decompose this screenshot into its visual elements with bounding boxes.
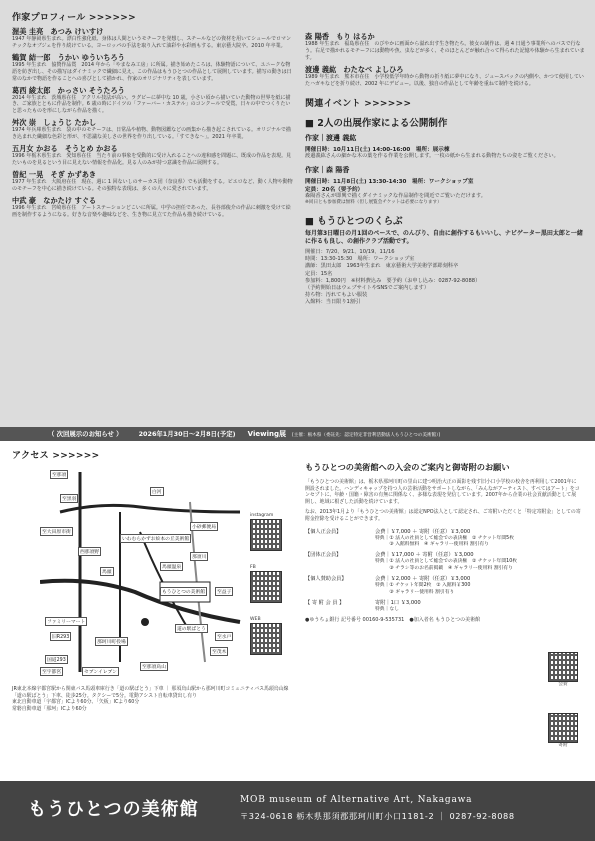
artist-name: 五月女 かおる そうとめ かおる: [12, 144, 118, 154]
access-section: [12, 448, 297, 461]
social-qr-item: [250, 513, 290, 551]
event1-artist2: [305, 165, 585, 206]
artist-name: 森 陽香 もり はるか: [305, 32, 375, 41]
profile-section: [12, 10, 295, 222]
profile-heading: 作家プロフィール >>>>>>: [12, 13, 136, 23]
artist-entry: [12, 170, 295, 193]
tier-name: 【 寄 附 会 員 】: [305, 600, 345, 606]
map-label: 那須川: [190, 552, 208, 561]
artist-entry: [12, 27, 295, 50]
membership-tiers: [305, 529, 535, 614]
qr-code-icon[interactable]: [250, 623, 282, 655]
tier-name: 【個人正会員】: [305, 528, 342, 535]
map-label: 国道293: [45, 655, 68, 664]
map-label: 至宇都宮: [40, 667, 63, 676]
artist-bio: 1996 年生まれ 宮崎県在住 アートステーションどこいに所属。中学の担任であった、長谷部俊介の作品に刺激を受けて絵画を制作するようになる。好きな音楽や趣味などを、生き物に見立てた作品も描き続けている。: [12, 204, 291, 218]
map-label: 至大田原市街: [40, 527, 73, 536]
qr-code-icon[interactable]: [250, 571, 282, 603]
access-heading: アクセス >>>>>>: [12, 451, 100, 461]
membership-intro: 「もうひとつの美術館」は、栃木県那珂川町の里山に建つ明治大正の面影を残す旧小口小学校の校舎を再利用して2001年に開設されました。ハンディキャップを持つ人の芸術活動をサポートしながら、「みんながアーティスト、すべてはアート」をコンセプトに、年齢・国籍・障害の有無に関係なく、多様な表現を発信しています。2007年から企業の社会貢献活動として展開し、地域に根ざした活動を続けています。: [305, 479, 580, 505]
artist-bio: 2014 年生まれ 茨城県在住 アクリル技法が高い。ラグビーに夢中な 10 歳。小さい頃から描いていた動物の世界を紙に描き、ご家族とともに作品を制作。6 歳の時にドイツの「ファーバー・カステル」のコンクールで受賞。日々の中でつくりたいと思ったものを形にしながら作品を描く。: [12, 94, 291, 115]
artist-name: 舛次 崇 しょうじ たかし: [12, 118, 97, 128]
membership-note: なお、2013年1月より「もうひとつの美術館」は認定NPO法人として認定され、ご寄附いただくと「特定寄附金」としての寄附金控除を受けることができます。: [305, 509, 581, 522]
membership-tier: [305, 529, 535, 549]
event1-artist2-quota: 定員：20名（要予約）: [305, 186, 364, 193]
tier-benefit: ③ 入館料無料 ④ ギャラリー使用料 割引有り: [375, 541, 489, 547]
artist-entry: [12, 118, 295, 141]
artist-name: 渡邊 義紘 わたなべ よしひろ: [305, 64, 404, 74]
footer-address: 〒324-0618 栃木県那須郡那珂川町小口1181-2 ｜ 0287-92-8088: [240, 811, 515, 821]
event1-note: ※同日とも参加費は無料（但し展覧会チケットは必要になります）: [305, 199, 442, 205]
artist-bio: 1996 年栃木県生まれ 愛知県在住 当たり前の事象を受動的に受け入れることへの違和感を問題に、既成の作品を表現。見たいものを見るという目に見えない情報を作品化。見る人のみが持つ意識を作品に展開する。: [12, 153, 292, 166]
artist-entry: [305, 65, 585, 88]
qr-code-icon[interactable]: [548, 652, 578, 682]
tier-fee: 会費｜￥17,000 ＋ 寄附（任意）￥3,000: [375, 552, 474, 559]
map-label: 白河: [150, 487, 164, 496]
event1-artist2-date: 開催日時：11月8日(土) 13:30-14:30 場所：ワークショップ室: [305, 178, 474, 185]
tier-name: 【団体正会員】: [305, 552, 342, 559]
artist-entry: [305, 32, 585, 62]
next-show-note: [主催：栃木県（委託先：認定特定非営利活動法人もうひとつの美術館）]: [292, 433, 441, 438]
map-label: 至水戸: [215, 632, 233, 641]
map-label: 旧R293: [50, 632, 71, 641]
artist-name: 曽紀 一晃 そぎ かずあき: [12, 169, 97, 179]
membership-section: [305, 462, 581, 625]
qr-code-icon[interactable]: [548, 713, 578, 743]
event1-artist2-desc: 森陽香さんが即興で描くダイナミックな作品制作を間近でご覧いただけます。: [305, 192, 486, 199]
map-label: セブンイレブン: [82, 667, 119, 676]
event2-title: ■ もうひとつのくらぶ: [305, 215, 403, 227]
event1-artist1-label: 作家｜渡邊 義紘: [305, 133, 357, 142]
artist-entry: [12, 196, 295, 219]
membership-tier: [305, 576, 535, 596]
map-label: もうひとつの美術館: [160, 587, 207, 596]
profile-right-column: [305, 32, 585, 307]
social-label: WEB: [250, 617, 261, 622]
artist-list-left: [12, 27, 295, 219]
artist-name: 葛西 綾太郎 かっさい そうたろう: [12, 85, 125, 95]
membership-tier: [305, 552, 535, 572]
social-qr-item: [250, 617, 290, 655]
map-label: ファミリーマート: [45, 617, 87, 626]
event1-title: ■ 2人の出展作家による公開制作: [305, 117, 448, 129]
tier-benefit: ③ ギャラリー使用料 割引有り: [375, 589, 455, 595]
artist-bio: 1995 年生まれ 協賛作品賞 2014 年から「やまなみ工房」に所属。描き始めたころは、体験物語について、ユニークな物語を紡ぎ出し、その描写はダイナミックで繊細に見え、この作品はもうひとつの作品として展開しています。描写の動きは日常のなかで物語を作ることへの喜びとして描かれ、作家のオリジナリティを表しています。: [12, 61, 292, 82]
events-heading: 関連イベント >>>>>>: [305, 98, 412, 109]
event1-artist2-label: 作家｜森 陽香: [305, 165, 350, 174]
map-label: 道の駅ばとう: [175, 624, 208, 633]
artist-name: 中武 豪 なかたけ すぐる: [12, 195, 97, 205]
next-show-dates: 2026年1月30日〜2月8日(予定): [138, 430, 236, 438]
tier-benefit: 特典｜① 法人の社員として総会での表決権 ② チケット年間5枚: [375, 535, 514, 541]
social-label: FB: [250, 565, 256, 570]
next-show-title: Viewing展: [247, 430, 286, 438]
artist-name: 渥美 圭亮 あつみ けいすけ: [12, 27, 104, 36]
map-label: 馬頭: [100, 567, 114, 576]
map-label: 至益子: [215, 587, 233, 596]
event1-artist1-desc: 渡邊義紘さんの細かな木の葉を作る作業を公開します。一枚の紙から生まれる動物たちの姿をご覧ください。: [305, 152, 559, 159]
access-map: [40, 472, 245, 675]
next-show-band: [0, 427, 595, 441]
tier-fee: 寄附｜1口 ￥3,000: [375, 600, 421, 606]
tier-benefit: 特典｜なし: [375, 607, 399, 612]
membership-qr-2: [548, 713, 578, 749]
tier-benefit: 特典｜① 法人の社員として総会での表決権 ② チケット年間10枚: [375, 559, 518, 565]
social-qr-list: [250, 513, 290, 655]
social-qr-column: [250, 513, 290, 669]
next-show-label: （ 次回展示のお知らせ ）: [48, 430, 123, 438]
tier-benefit: ③ チラシ等のお名前掲載 ④ ギャラリー使用料 割引有り: [375, 565, 513, 571]
artist-bio: 1977 年生まれ 大阪府在住 現在、週に 1 回ないしのサーカス団（奈良県）でも活動をする。ピエロなど、動く人物や動物のモチーフを中心に描き続けている。その独特な表現は、多くの人々に愛されています。: [12, 178, 293, 192]
artist-bio: 1947 年静岡県生まれ。漂白性強化紙、身体は人間というモチーフを発想し、スチールなどの資材を用いてシュールでロマンチックなオブジェを作り続けている。ヨーロッパの手法を取り入れて油彩や水彩画もする。東京藝大院卒。2010 年卒業。: [12, 36, 291, 49]
artist-entry: [12, 53, 295, 83]
event1-artist1: [305, 133, 585, 160]
map-label: 至那須: [50, 470, 68, 479]
footer: [0, 781, 595, 841]
membership-tier: [305, 600, 535, 613]
tier-fee: 会費｜￥7,000 ＋ 寄附（任意）￥3,000: [375, 528, 471, 535]
map-label: 小砂郵便局: [190, 522, 218, 531]
membership-qr-1: [548, 652, 578, 688]
payment-info: ●ゆうちょ銀行 記号番号 00160-9-535731 ●加入者名 もうひとつの美術館: [305, 617, 481, 624]
map-label: 至那須烏山: [140, 662, 168, 671]
map-label: 西那須野: [78, 547, 101, 556]
access-directions: JR東北本線宇都宮駅から関東バス馬頭車庫行き「道の駅ばとう」下車 ｜ 那須烏山駅から那珂川町コミュニティバス馬頭烏山線「道の駅ばとう」下車、徒歩25分。タクシーで5分。電動アシスト自転車貸出し有り 東北自動車道「宇都宮」ICより60分、「矢板」ICより60分 常磐自動車道「那珂」ICより60分: [12, 686, 289, 713]
map-label: 那珂川町役場: [95, 637, 128, 646]
event1-artist1-date: 開催日時：10月11日(土) 14:00-16:00 場所：展示棟: [305, 146, 450, 153]
artist-list-right: [305, 32, 585, 88]
map-label: 至茂木: [210, 647, 228, 656]
tier-benefit: 特典｜① チケット年間2枚 ② 入館料￥300: [375, 583, 471, 589]
map-label: いわむらかずお絵本の丘美術館: [120, 534, 191, 543]
map-label: 馬頭温泉: [160, 562, 183, 571]
footer-museum-name-en: MOB museum of Alternative Art, Nakagawa: [240, 795, 473, 805]
artist-entry: [12, 86, 295, 116]
artist-bio: 1989 年生まれ 熊本市在住 小学校低学年時から動物の折り紙に夢中になり、ジュースパックの内側や、かつて使用していたハガキなどを折り続け、2002 年にデビュー。以後、独自の作品として年齢を重ねて制作を続ける。: [305, 73, 584, 87]
social-label: instagram: [250, 513, 274, 518]
event2-details: 開催日：7/20、9/21、10/19、11/16 時間：13:30-15:30 場所：ワークショップ室 講師：黒田太郎 1963年生まれ 東京藝術大学美術学部彫刻科卒 定員：15名 参加料：1,800円 ※材料費込み 要予約（お申し込み：0287-92-8088） （予約開始日はウェブサイトやSNSでご案内します） 持ち物：汚れてもよい服装 入館料：当日限り1割引: [305, 248, 481, 306]
tier-name: 【個人賛助会員】: [305, 576, 347, 583]
qr-label-fee: 会費: [558, 682, 568, 687]
social-qr-item: [250, 565, 290, 603]
tier-fee: 会費｜￥2,000 ＋ 寄附（任意）￥3,000: [375, 576, 471, 583]
event2-lead: 毎月第3日曜日の月1回のペースで、のんびり、自由に創作するもいいし、ナビゲーター黒田太郎と一緒に作るも良し、の創作クラブ活動です。: [305, 229, 583, 245]
artist-bio: 1974 年兵庫県生まれ 袋の中のモチーフは、日常品や植物、動物図鑑などの画集から描き起こされている。オリジナルで描き込まれた繊細な色彩と形が、不思議な美しさの世界を作り出している。「すてきな〜」。2021 年卒業。: [12, 127, 291, 141]
qr-code-icon[interactable]: [250, 519, 282, 551]
artist-bio: 1988 年生まれ 福島県在住 のびやかに画面から溢れ出す生き物たち。彼女の制作は、週 4 日通う事業所へのバスで行なう。右足で描かれるモチーフには動物や魚、虫などが多く、そのほとんどが触れ合って得られた記憶や体験から生まれています。: [305, 41, 585, 61]
map-label: 至黒羽: [60, 494, 78, 503]
footer-museum-name: もうひとつの美術館: [28, 799, 199, 820]
artist-entry: [12, 144, 295, 167]
artist-name: 鶴賀 結一郎 うかい ゆういちろう: [12, 52, 125, 62]
membership-heading: もうひとつの美術館への入会のご案内と御寄附のお願い: [305, 462, 510, 472]
qr-label-donation: 寄附: [558, 743, 568, 748]
